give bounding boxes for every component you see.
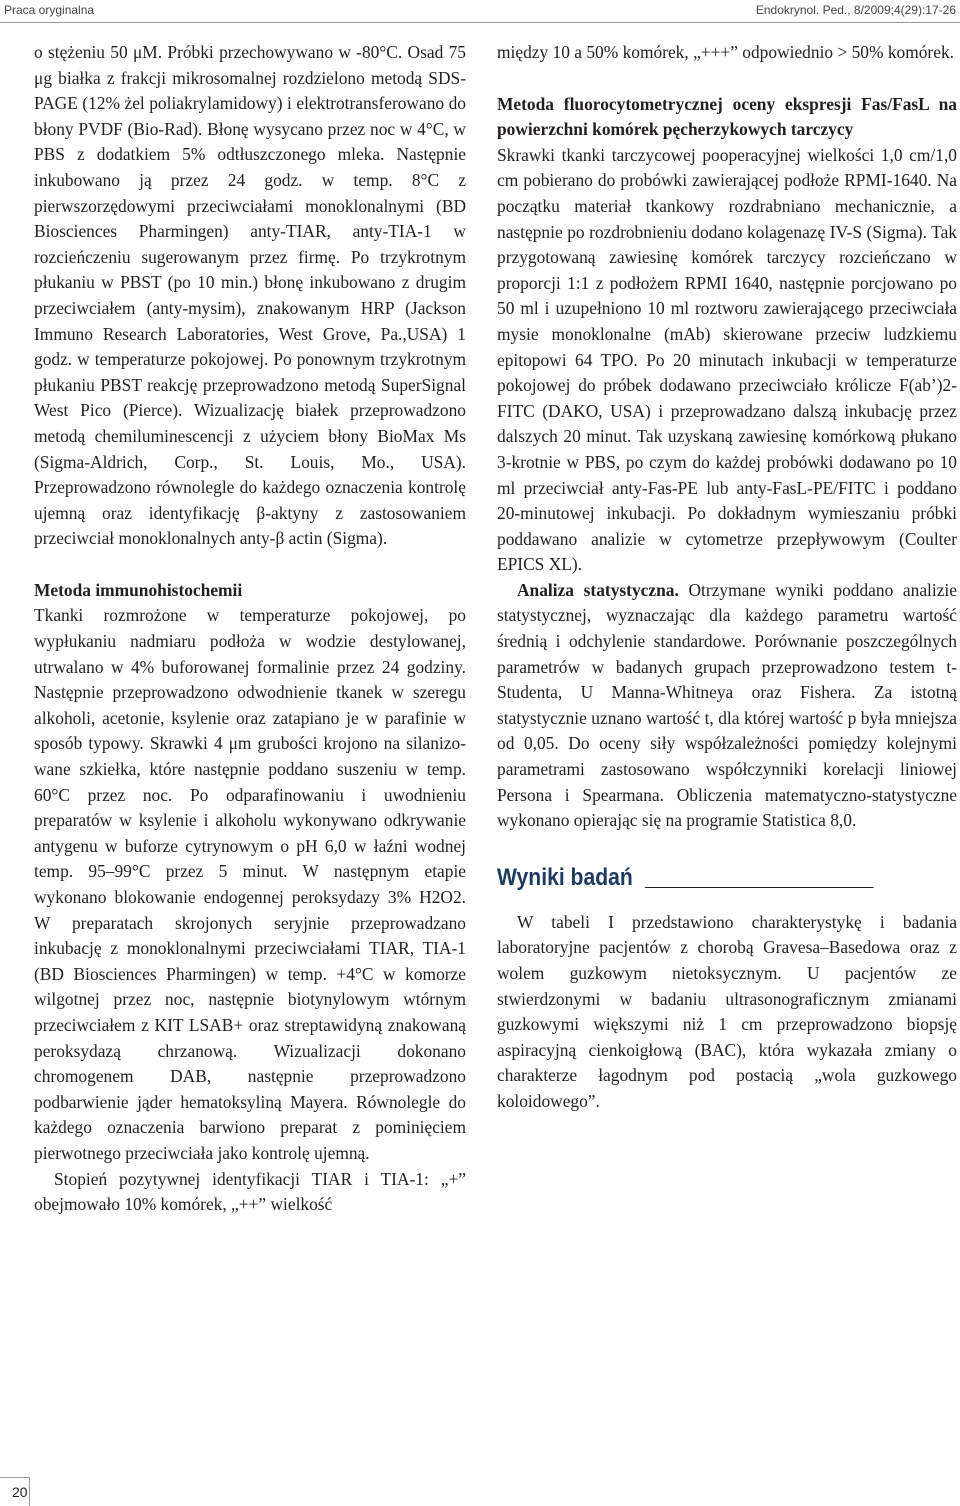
article-type-label: Praca oryginalna: [4, 3, 95, 17]
running-header: [0, 0, 960, 23]
statistics-text: Otrzymane wyniki poddano analizie statystycznej, wyznaczając dla każdego parametru wartość średnią i odchylenie standardowe. Porównanie poszczególnych parametrów w badanych grupach przeprowadzono testem t-Studenta, U Manna-Whitneya oraz Fishera. Za istotną statystycznie uznano wartość t, dla której wartość p była mniejsza od 0,05. Do oceny siły współzależności pomiędzy kolejnymi parametrami zastosowano współczynniki korelacji liniowej Persona i Spearmana. Obliczenia matematyczno-statystyczne wykonano opierając się na programie Statistica 8,0.: [497, 579, 957, 831]
journal-citation: Endokrynol. Ped., 8/2009;4(29):17-26: [755, 3, 956, 17]
scoring-paragraph: Stopień pozytywnej identyfikacji TIAR i TIA-1: „+” obejmowało 10% komórek, „++” wielkość: [34, 1168, 466, 1215]
results-heading-text: Wyniki badań: [497, 863, 633, 891]
scoring-continuation-paragraph: między 10 a 50% komórek, „+++” odpowiednio > 50% komórek.: [497, 42, 954, 62]
statistics-paragraph: [497, 578, 957, 834]
results-section-heading: [497, 864, 902, 892]
left-column: [34, 40, 466, 1218]
results-paragraph: W tabeli I przedstawiono charakterystykę i badania laboratoryjne pacjentów z chorobą Gravesa–Basedowa oraz z wolem guzkowym nietoksycznym. U pacjentów ze stwierdzonymi w badaniu ultrasonograficznym zmianami guzkowymi większymi niż 1 cm przeprowadzono biopsję aspiracyjną cienkoigłową (BAC), która wykazała zmiany o charakterze łagodnym pod postacią „wola guzkowego koloidowego”.: [497, 911, 957, 1111]
heading-rule: [645, 887, 874, 888]
flow-cytometry-heading: Metoda fluorocytometrycznej oceny ekspresji Fas/FasL na powierzchni komórek pęcherzykowych tarczycy: [497, 93, 957, 140]
page-number: 20: [0, 1477, 30, 1506]
flow-cytometry-paragraph: Skrawki tkanki tarczycowej pooperacyjnej wielkości 1,0 cm/1,0 cm pobierano do probówki zawierającej podłoże RPMI-1640. Na początku materiał tkankowy rozdrabniano mechanicznie, a następnie po rozdrobnieniu dodano kolagenazę IV-S (Sigma). Tak przygotowaną zawiesinę komórek tarczycy rozcieńczano w proporcji 1:1 z podłożem RPMI 1640, następnie porcjowano po 50 ml i uzupełniono 10 ml roztworu zawierającego przeciwciała mysie monoklonalne (mAb) skierowane przeciw ludzkiemu epitopowi 64 TPO. Po 20 minutach inkubacji w temperaturze pokojowej do próbek dodawano przeciwciało królicze F(ab’)2-FITC (DAKO, USA) i przeprowadzano dalszą inkubację przez dalszych 20 minut. Tak uzyskaną zawiesinę komórkową płukano 3-krotnie w PBS, po czym do każdej probówki dodawano po 10 ml przeciwciał anty-Fas-PE lub anty-FasL-PE/FITC i poddano 20-minutowej inkubacji. Po dokładnym wymieszaniu próbki poddawano analizie w cytometrze przepływowym (Coulter EPICS XL).: [497, 144, 957, 575]
right-column: [497, 40, 957, 1115]
immunohistochemistry-paragraph: Tkanki rozmrożone w temperaturze pokojowej, po wypłukaniu nadmiaru podłoża w wodzie destylowanej, utrwalano w 4% buforowanej formalinie przez 24 godziny. Następnie przeprowadzono odwodnienie tkanek w szeregu alkoholi, acetonie, ksylenie oraz zatapiano je w parafinie w sposób typowy. Skrawki 4 μm grubości krojono na silanizo-wane szkiełka, które następnie poddano suszeniu w temp. 60°C przez noc. Po odparafinowaniu i uwodnieniu preparatów w ksylenie i alkoholu wykonywano odkrywanie antygenu w buforze cytrynowym o pH 6,0 w łaźni wodnej temp. 95–99°C przez 5 minut. W następnym etapie wykonano blokowanie endogennej peroksydazy 3% H2O2. W preparatach skrojonych seryjnie przeprowadzano inkubację z monoklonalnymi przeciwciałami TIAR, TIA-1 (BD Biosciences Pharmingen) w temp. +4°C w komorze wilgotnej przez noc, następnie biotynylowym wtórnym przeciwciałem z KIT LSAB+ oraz streptawidyną znakowaną peroksydazą chrzanową. Wizualizacji dokonano chromogenem DAB, następnie przeprowadzono podbarwienie jąder hematoksyliną Mayera. Równolegle do każdego oznaczenia barwiono preparat z pominięciem pierwotnego przeciwciała jako kontrolę ujemną.: [34, 605, 466, 1163]
statistics-heading: Analiza statystyczna.: [517, 579, 679, 600]
western-blot-paragraph: o stężeniu 50 μM. Próbki przechowywano w -80°C. Osad 75 μg białka z frakcji mikrosomalnej rozdzielono metodą SDS-PAGE (12% żel poliakrylamidowy) i elektrotransferowano do błony PVDF (Bio-Rad). Błonę wysycano przez noc w 4°C, w PBS z dodatkiem 5% odtłuszczonego mleka. Następnie inkubowano ją przez 24 godz. w temp. 8°C z pierwszorzędowymi przeciwciałami monoklonalnymi (BD Biosciences Pharmingen) anty-TIAR, anty-TIA-1 w rozcieńczeniu sugerowanym przez firmę. Po trzykrotnym płukaniu w PBST (po 10 min.) błonę inkubowano z drugim przeciwciałem (anty-mysim), znakowanym HRP (Jackson Immuno Research Laboratories, West Grove, Pa.,USA) 1 godz. w temperaturze pokojowej. Po ponownym trzykrotnym płukaniu PBST reakcję przeprowadzono metodą SuperSignal West Pico (Pierce). Wizualizację białek przeprowadzono metodą chemiluminescencji z użyciem błony BioMax Ms (Sigma-Aldrich, Corp., St. Louis, Mo., USA). Przeprowadzono równolegle do każdego oznaczenia kontrolę ujemną oraz identyfikację β-aktyny z zastosowaniem przeciwciał monoklonalnych anty-β actin (Sigma).: [34, 42, 466, 549]
immunohistochemistry-heading: Metoda immunohistochemii: [34, 579, 243, 600]
